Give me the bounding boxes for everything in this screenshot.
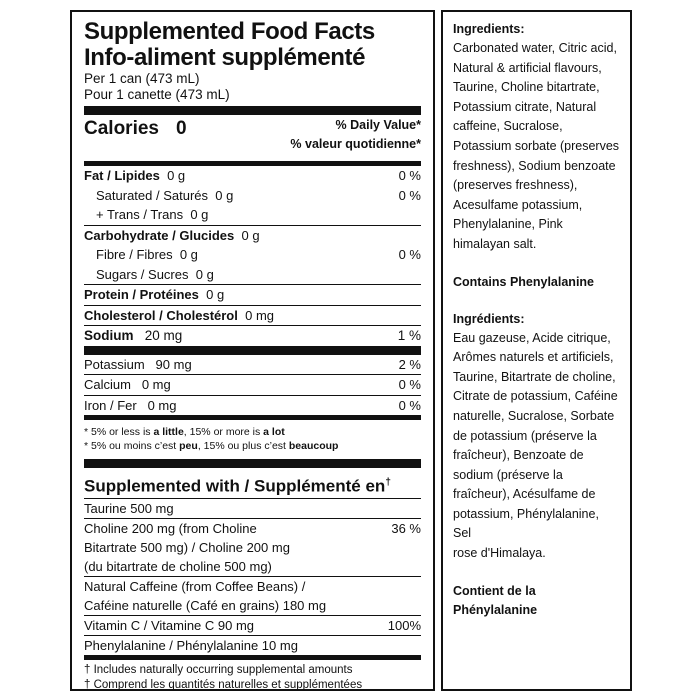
supplement-line: Caféine naturelle (Café en grains) 180 mg (84, 597, 327, 613)
nutrient-row-calcium (84, 374, 421, 395)
nutrient-label: Fat / Lipides (84, 168, 160, 183)
contains-statement-fr-line1: Contient de la (453, 583, 536, 598)
nutrient-row-carbohydrate (84, 225, 421, 246)
nutrient-percent: 0 % (398, 187, 421, 203)
supplement-line: Natural Caffeine (from Coffee Beans) / (84, 578, 306, 594)
nutrient-row-fat (84, 166, 421, 186)
supplement-line: Bitartrate 500 mg) / Choline 200 mg (84, 539, 290, 555)
ingredient-line: Natural & artificial flavours, (453, 60, 602, 75)
supplement-row (84, 635, 421, 655)
note-text: , 15% or more is (183, 426, 264, 438)
nutrient-amount: 90 mg (155, 356, 192, 372)
ingredients-heading-en: Ingredients: (453, 22, 525, 36)
daily-value-note-en (84, 420, 421, 439)
supplement-row (84, 518, 421, 576)
nutrient-row-sodium (84, 325, 421, 346)
supplement-row (84, 615, 421, 635)
nutrient-amount: 0 g (190, 207, 209, 222)
supplemented-title-text: Supplemented with / Supplémenté en (84, 476, 386, 496)
nutrient-row-protein (84, 284, 421, 305)
supplement-line: Taurine 500 mg (84, 500, 174, 516)
nutrient-amount: 0 mg (141, 377, 171, 392)
calories-row (84, 115, 421, 161)
ingredient-line: Taurine, Choline bitartrate, (453, 80, 600, 95)
ingredient-line: Potassium sorbate (preserves (453, 138, 620, 153)
nutrient-amount: 0 g (179, 247, 198, 262)
nutrient-label: Potassium (84, 356, 145, 372)
supplement-line: Phenylalanine / Phénylalanine 10 mg (84, 637, 298, 653)
supplemented-title (84, 468, 421, 498)
nutrient-row-sugars (84, 265, 421, 285)
nutrient-amount: 0 mg (245, 307, 275, 323)
note-emphasis: a little (153, 426, 184, 438)
supplemented-list (84, 498, 421, 655)
nutrient-label: Calcium (84, 377, 131, 392)
ingredient-line: Citrate de potassium, Caféine (453, 389, 618, 404)
contains-statement-en: Contains Phenylalanine (453, 274, 595, 289)
serving-fr: Pour 1 canette (473 mL) (84, 87, 230, 102)
calories-label: Calories (84, 118, 159, 139)
nutrient-amount: 0 g (206, 287, 225, 302)
supplement-line: Vitamin C / Vitamine C 90 mg (84, 617, 255, 633)
ingredient-line: himalayan salt. (453, 236, 537, 251)
nutrient-label: Fibre / Fibres (96, 247, 173, 262)
ingredient-line: freshness), Sodium benzoate (453, 158, 616, 173)
nutrient-amount: 0 mg (147, 397, 177, 413)
nutrient-amount: 20 mg (144, 328, 183, 343)
ingredients-heading-fr: Ingrédients: (453, 311, 525, 326)
ingredient-line: Phenylalanine, Pink (453, 217, 563, 232)
note-text: , 15% ou plus c’est (197, 440, 289, 452)
nutrient-percent: 0 % (398, 168, 421, 183)
nutrient-row-saturated (84, 186, 421, 206)
nutrient-label: Cholesterol / Cholestérol (84, 307, 238, 323)
thick-divider (84, 459, 421, 468)
nutrient-percent: 2 % (398, 356, 421, 372)
ingredient-line: de potassium (préserve la (453, 428, 597, 443)
nutrient-percent: 0 % (398, 247, 421, 262)
supplemented-footnote-fr: † Comprend les quantités naturelles et supplémentées (84, 678, 363, 691)
note-emphasis: beaucoup (288, 440, 339, 452)
serving-en: Per 1 can (473 mL) (84, 71, 200, 86)
nutrient-percent: 0 % (398, 377, 421, 392)
supplemented-footnote-en: † Includes naturally occurring supplemental amounts (84, 663, 353, 676)
note-text: * 5% or less is (84, 426, 154, 438)
daily-value-header-fr: % valeur quotidienne* (290, 137, 421, 151)
daily-value-header-en: % Daily Value* (335, 118, 421, 132)
dagger-mark: † (385, 477, 391, 488)
nutrient-label: Protein / Protéines (84, 287, 199, 302)
ingredient-line: (preserves freshness), (453, 178, 578, 193)
supplement-row (84, 498, 421, 518)
nutrient-label: + Trans / Trans (96, 207, 184, 222)
nutrient-amount: 0 g (195, 266, 214, 282)
ingredient-line: caffeine, Sucralose, (453, 119, 563, 134)
thick-divider (84, 346, 421, 355)
ingredients-list-en (453, 39, 620, 255)
ingredient-line: rose d'Himalaya. (453, 546, 546, 561)
title-fr: Info-aliment supplémenté (84, 44, 366, 71)
thick-divider (84, 106, 421, 115)
nutrient-label: Sodium (84, 328, 134, 343)
supplement-percent: 100% (387, 617, 421, 633)
nutrient-percent: 0 % (398, 397, 421, 413)
nutrient-amount: 0 g (215, 187, 234, 203)
ingredient-line: Acesulfame potassium, (453, 197, 583, 212)
note-emphasis: peu (179, 440, 198, 452)
ingredient-line: fraîcheur), Benzoate de (453, 448, 584, 463)
nutrient-percent: 1 % (397, 328, 421, 343)
contains-statement-fr-line2: Phénylalanine (453, 602, 538, 617)
nutrient-row-iron (84, 395, 421, 416)
nutrient-label: Saturated / Saturés (96, 187, 209, 203)
ingredient-line: fraîcheur), Acésulfame de (453, 487, 596, 502)
daily-value-note-fr (84, 439, 421, 453)
supplement-line: (du bitartrate de choline 500 mg) (84, 558, 272, 574)
supplement-percent: 36 % (391, 520, 421, 536)
ingredient-line: Arômes naturels et artificiels, (453, 350, 614, 365)
ingredients-panel (441, 10, 632, 691)
nutrient-amount: 0 g (167, 168, 186, 183)
ingredient-line: naturelle, Sucralose, Sorbate (453, 408, 615, 423)
ingredient-line: Carbonated water, Citric acid, (453, 41, 617, 55)
supplement-row (84, 576, 421, 615)
ingredient-line: Eau gazeuse, Acide citrique, (453, 330, 611, 345)
nutrient-label: Carbohydrate / Glucides (84, 227, 235, 243)
ingredient-line: potassium, Phénylalanine, Sel (453, 506, 599, 541)
nutrient-row-cholesterol (84, 305, 421, 326)
note-emphasis: a lot (263, 426, 285, 438)
ingredient-line: Potassium citrate, Natural (453, 99, 597, 114)
ingredients-list-fr (453, 329, 620, 564)
nutrient-label: Sugars / Sucres (96, 266, 189, 282)
title-en: Supplemented Food Facts (84, 18, 375, 45)
note-text: * 5% ou moins c’est (84, 440, 180, 452)
ingredient-line: Taurine, Bitartrate de choline, (453, 369, 616, 384)
nutrition-facts-panel (70, 10, 435, 691)
ingredient-line: sodium (préserve la (453, 467, 563, 482)
calories-value: 0 (176, 118, 187, 139)
nutrient-row-potassium (84, 355, 421, 375)
nutrient-amount: 0 g (241, 227, 260, 243)
nutrient-row-trans (84, 205, 421, 225)
nutrient-row-fibre (84, 245, 421, 265)
supplement-line: Choline 200 mg (from Choline (84, 520, 257, 536)
nutrient-label: Iron / Fer (84, 397, 137, 413)
